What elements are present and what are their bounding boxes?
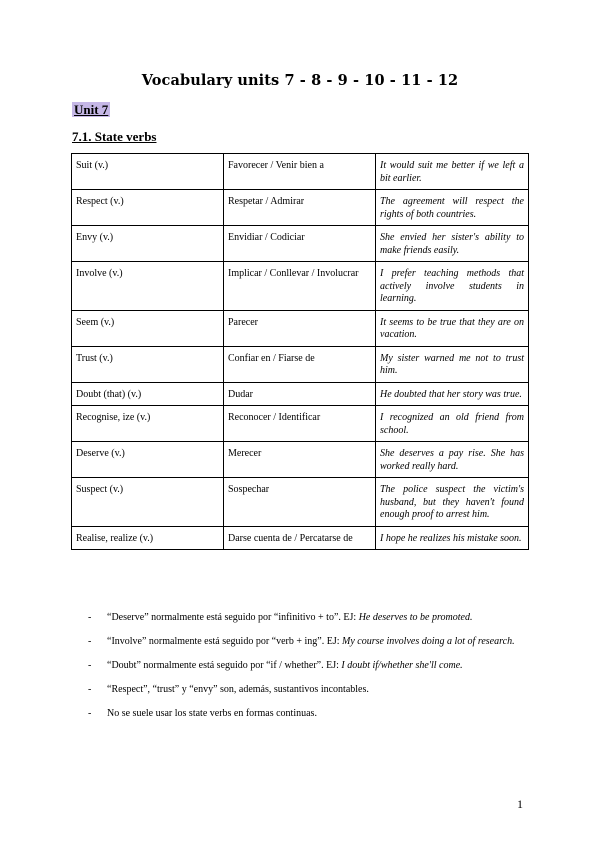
note-example: My course involves doing a lot of research.	[342, 636, 515, 647]
word-cell: Seem (v.)	[72, 310, 224, 346]
translation-cell: Favorecer / Venir bien a	[224, 154, 376, 190]
word-cell: Recognise, ize (v.)	[72, 406, 224, 442]
example-cell: He doubted that her story was true.	[376, 382, 529, 406]
list-dash: -	[88, 708, 92, 719]
note-text: “Doubt” normalmente está seguido por “if / whether”. EJ:	[107, 660, 342, 671]
word-cell: Suit (v.)	[72, 154, 224, 190]
example-cell: I recognized an old friend from school.	[376, 406, 529, 442]
translation-cell: Darse cuenta de / Percatarse de	[224, 526, 376, 550]
example-cell: She deserves a pay rise. She has worked really hard.	[376, 442, 529, 478]
word-cell: Trust (v.)	[72, 346, 224, 382]
table-row	[72, 310, 529, 346]
table-row	[72, 346, 529, 382]
list-dash: -	[88, 612, 92, 623]
table-row	[72, 382, 529, 406]
unit-heading: Unit 7	[74, 102, 109, 117]
list-item	[88, 611, 528, 625]
translation-cell: Envidiar / Codiciar	[224, 226, 376, 262]
note-example: I doubt if/whether she'll come.	[341, 660, 463, 671]
note-text: “Involve” normalmente está seguido por “verb + ing”. EJ:	[107, 636, 343, 647]
section-heading: 7.1. State verbs	[72, 129, 157, 144]
word-cell: Suspect (v.)	[72, 478, 224, 527]
list-item	[88, 635, 528, 649]
translation-cell: Reconocer / Identificar	[224, 406, 376, 442]
table-row	[72, 226, 529, 262]
table-row	[72, 478, 529, 527]
translation-cell: Sospechar	[224, 478, 376, 527]
example-cell: It seems to be true that they are on vacation.	[376, 310, 529, 346]
example-cell: It would suit me better if we left a bit earlier.	[376, 154, 529, 190]
usage-notes-list	[88, 611, 528, 731]
table-row	[72, 154, 529, 190]
note-example: He deserves to be promoted.	[358, 612, 473, 623]
note-text: “Respect”, “trust” y “envy” son, además, sustantivos incontables.	[107, 684, 369, 695]
word-cell: Doubt (that) (v.)	[72, 382, 224, 406]
list-dash: -	[88, 636, 92, 647]
example-cell: She envied her sister's ability to make friends easily.	[376, 226, 529, 262]
translation-cell: Respetar / Admirar	[224, 190, 376, 226]
table-row	[72, 442, 529, 478]
table-row	[72, 406, 529, 442]
word-cell: Realise, realize (v.)	[72, 526, 224, 550]
word-cell: Deserve (v.)	[72, 442, 224, 478]
list-item	[88, 707, 528, 721]
list-dash: -	[88, 684, 92, 695]
document-title: Vocabulary units 7 - 8 - 9 - 10 - 11 - 12	[141, 72, 459, 89]
translation-cell: Dudar	[224, 382, 376, 406]
example-cell: I hope he realizes his mistake soon.	[376, 526, 529, 550]
list-item	[88, 659, 528, 673]
example-cell: I prefer teaching methods that actively involve students in learning.	[376, 262, 529, 311]
word-cell: Envy (v.)	[72, 226, 224, 262]
page-number: 1	[517, 797, 523, 811]
table-row	[72, 526, 529, 550]
translation-cell: Implicar / Conllevar / Involucrar	[224, 262, 376, 311]
note-text: “Deserve” normalmente está seguido por “infinitivo + to”. EJ:	[107, 612, 359, 623]
translation-cell: Merecer	[224, 442, 376, 478]
word-cell: Involve (v.)	[72, 262, 224, 311]
translation-cell: Confiar en / Fiarse de	[224, 346, 376, 382]
example-cell: My sister warned me not to trust him.	[376, 346, 529, 382]
vocabulary-table	[71, 153, 529, 550]
table-row	[72, 262, 529, 311]
word-cell: Respect (v.)	[72, 190, 224, 226]
example-cell: The agreement will respect the rights of both countries.	[376, 190, 529, 226]
list-item	[88, 683, 528, 697]
table-row	[72, 190, 529, 226]
translation-cell: Parecer	[224, 310, 376, 346]
example-cell: The police suspect the victim's husband, but they haven't found enough proof to arrest him.	[376, 478, 529, 527]
list-dash: -	[88, 660, 92, 671]
note-text: No se suele usar los state verbs en formas continuas.	[107, 708, 317, 719]
